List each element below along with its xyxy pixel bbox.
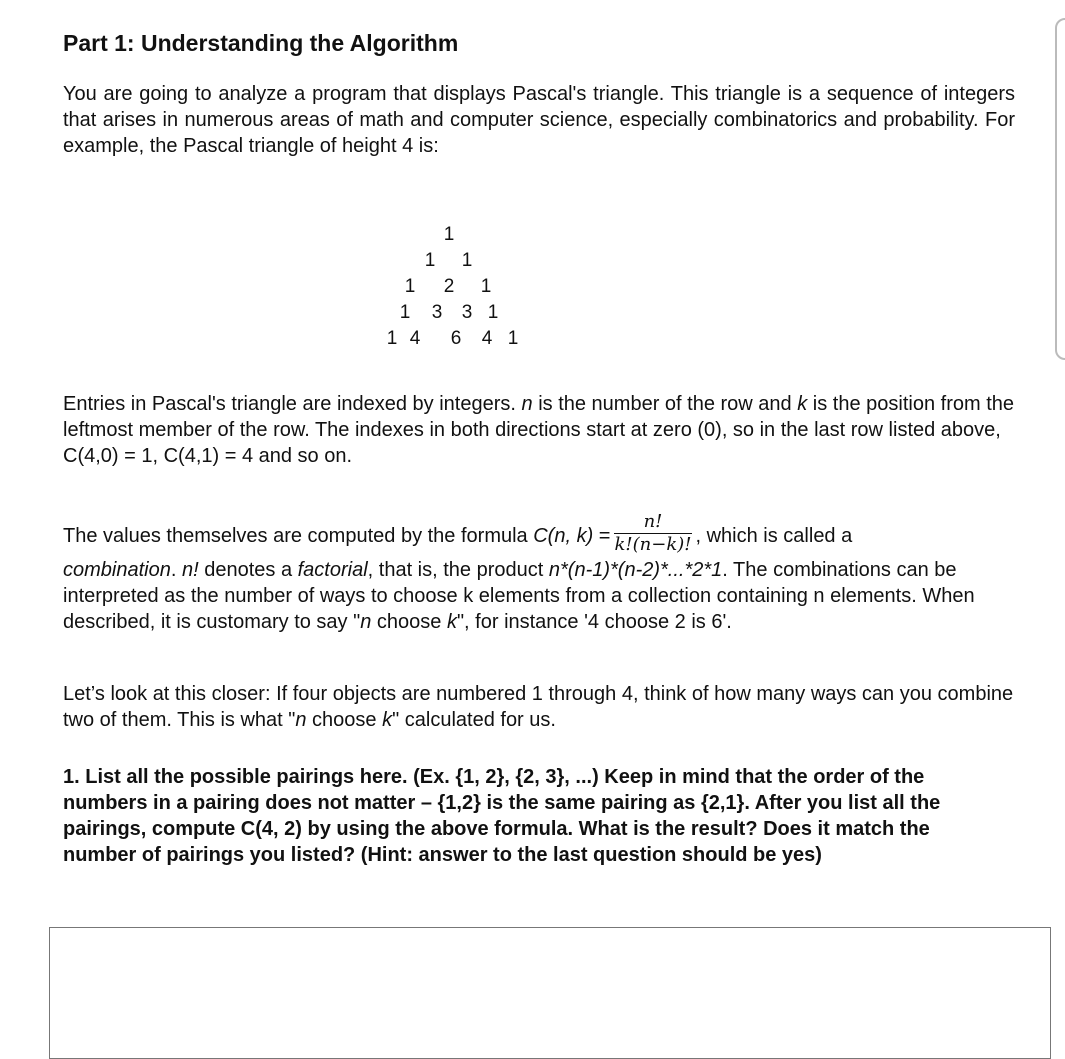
formula-denominator: k!(n−k)!	[614, 534, 692, 555]
formula-lhs: C(n, k)	[533, 524, 594, 547]
text-segment: . The combinations can be interpreted as the number of ways to choose k elements from a collection containing n elements. When described, it is customary to say "	[63, 559, 975, 633]
formula-paragraph	[63, 511, 1015, 635]
text-segment: k	[446, 611, 457, 633]
triangle-entry: 1	[461, 250, 473, 271]
text-segment: combination	[63, 559, 171, 581]
text-segment: " calculated for us.	[392, 709, 556, 731]
triangle-entry: 3	[431, 302, 443, 323]
combination-description	[63, 557, 1015, 635]
triangle-entry: 1	[399, 302, 411, 323]
closer-paragraph	[63, 681, 1015, 733]
triangle-entry: 1	[404, 276, 416, 297]
text-segment: k	[797, 393, 808, 415]
formula-intro-text: The values themselves are computed by the formula	[63, 524, 534, 547]
text-segment: k	[382, 709, 393, 731]
answer-textbox[interactable]	[49, 927, 1051, 1059]
triangle-entry: 1	[487, 302, 499, 323]
triangle-entry: 1	[386, 328, 398, 349]
intro-paragraph: You are going to analyze a program that displays Pascal's triangle. This triangle is a sequence of integers that arises in numerous areas of math and computer science, especially combinatorics and probability. For example, the Pascal triangle of height 4 is:	[63, 83, 1015, 157]
triangle-entry: 1	[507, 328, 519, 349]
formula-equals: =	[593, 524, 611, 547]
indexing-paragraph	[63, 391, 1015, 469]
text-segment: is the position from the leftmost member of the row. The indexes in both directions start at zero (0), so in the last row listed above, C(4,0) = 1, C(4,1) = 4 and so on.	[63, 393, 1015, 467]
scrollbar[interactable]	[1055, 18, 1065, 360]
triangle-entry: 3	[461, 302, 473, 323]
text-segment: factorial	[297, 559, 368, 581]
triangle-entry: 1	[443, 224, 455, 245]
text-segment: Let’s look at this closer: If four objects are numbered 1 through 4, think of how many ways can you combine two of them. This is what "	[63, 683, 1014, 731]
text-segment: n	[360, 611, 372, 633]
text-segment: n!	[181, 559, 199, 581]
page-title: Part 1: Understanding the Algorithm	[63, 30, 459, 56]
text-segment: Entries in Pascal's triangle are indexed by integers.	[63, 393, 522, 415]
text-segment: n	[295, 709, 307, 731]
formula-fraction	[614, 511, 691, 556]
formula-numerator: n!	[614, 511, 691, 534]
triangle-entry: 1	[480, 276, 492, 297]
triangle-entry: 4	[409, 328, 421, 349]
text-segment: n*(n-1)*(n-2)*...*2*1	[548, 559, 723, 581]
text-segment: , that is, the product	[367, 559, 549, 581]
triangle-entry: 1	[424, 250, 436, 271]
text-segment: is the number of the row and	[532, 393, 798, 415]
formula-after-text: , which is called a	[695, 524, 853, 547]
triangle-entry: 4	[481, 328, 493, 349]
text-segment: ", for instance '4 choose 2 is 6'.	[456, 611, 732, 633]
text-segment: choose	[306, 709, 383, 731]
question-1: 1. List all the possible pairings here. (Ex. {1, 2}, {2, 3}, ...) Keep in mind that the order of the numbers in a pairing does not matter – {1,2} is the same pairing as {2,1}. After you list all the pairings, compute C(4, 2) by using the above formula. What is the result? Does it match the number of pairings you listed? (Hint: answer to the last question should be yes)	[63, 766, 941, 866]
triangle-entry: 2	[443, 276, 455, 297]
triangle-entry: 6	[450, 328, 462, 349]
text-segment: .	[170, 559, 182, 581]
text-segment: choose	[371, 611, 447, 633]
text-segment: n	[521, 393, 533, 415]
text-segment: denotes a	[198, 559, 298, 581]
